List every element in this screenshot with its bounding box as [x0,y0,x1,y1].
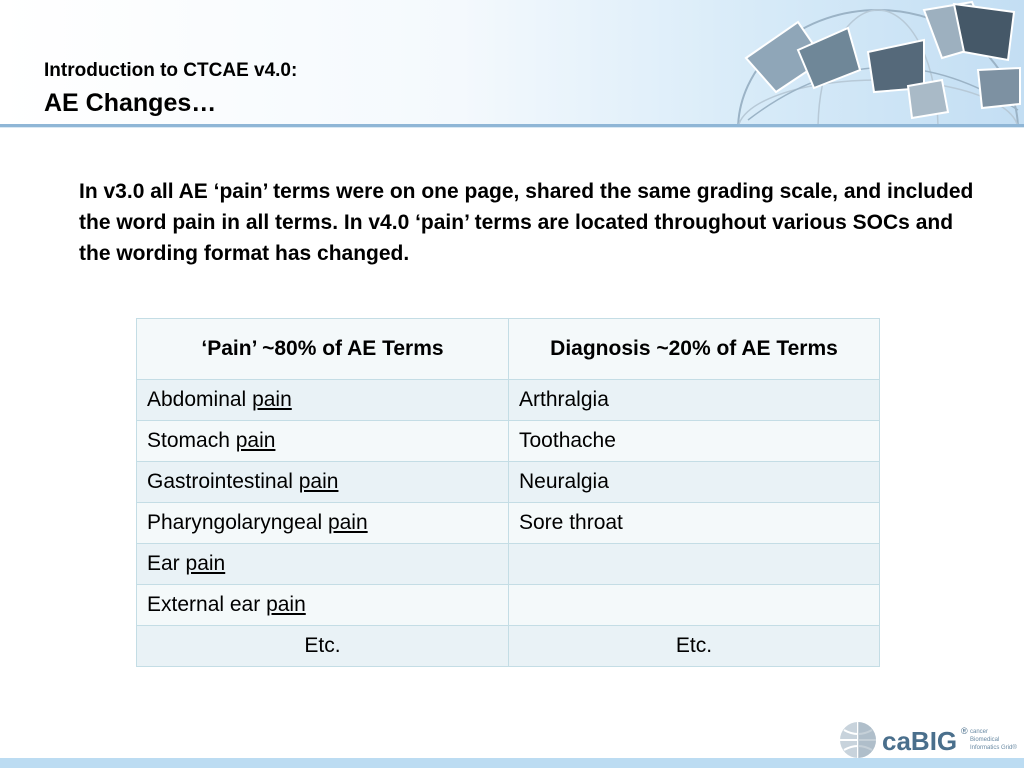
intro-paragraph: In v3.0 all AE ‘pain’ terms were on one page, shared the same grading scale, and included the word pain in all terms. In v4.0 ‘pain’ terms are located throughout various SOCs and the wording format has changed. [79,180,974,265]
diagnosis-term-cell: Toothache [509,421,880,462]
pain-term-word: pain [252,388,292,411]
pain-term-prefix: Abdominal [147,388,253,411]
pain-term-prefix: External ear [147,593,267,616]
slide-title: AE Changes… [44,89,217,117]
globe-logo-icon [838,720,878,760]
pain-term-word: pain [185,552,226,575]
logo-registered-mark: ® [961,726,968,736]
pain-term-cell [137,462,509,503]
diagnosis-term-cell: Arthralgia [509,380,880,421]
pain-term-prefix: Ear [147,552,186,575]
table-row [137,544,880,585]
pain-column-header: ‘Pain’ ~80% of AE Terms [137,319,509,380]
diagnosis-term-cell: Sore throat [509,503,880,544]
diagnosis-etc-cell: Etc. [509,626,880,667]
pain-term-cell [137,585,509,626]
pain-etc-cell: Etc. [137,626,509,667]
pain-term-cell [137,421,509,462]
diagnosis-term-cell [509,544,880,585]
table-row [137,462,880,503]
pain-term-word: pain [235,429,276,452]
pain-term-prefix: Gastrointestinal [147,470,299,493]
table-row [137,503,880,544]
slide-subtitle: Introduction to CTCAE v4.0: [44,60,298,81]
header-rule-highlight [0,127,1024,128]
diagnosis-term-cell: Neuralgia [509,462,880,503]
table-row [137,380,880,421]
logo-tagline: cancer Biomedical Informatics Grid® [970,729,1017,751]
table-row [137,585,880,626]
cabig-logo [838,720,1018,760]
pain-term-prefix: Pharyngolaryngeal [147,511,328,534]
pain-term-cell [137,544,509,585]
pain-term-word: pain [266,593,306,616]
pain-term-cell [137,380,509,421]
diagnosis-column-header: Diagnosis ~20% of AE Terms [509,319,880,380]
logo-wordmark: caBIG [882,726,958,756]
pain-term-cell [137,503,509,544]
globe-photo-collage-graphic [728,0,1024,124]
table-footer-row [137,626,880,667]
ae-terms-table [136,318,880,667]
pain-term-prefix: Stomach [147,429,236,452]
table-header-row [137,319,880,380]
table-row [137,421,880,462]
pain-term-word: pain [298,470,339,493]
diagnosis-term-cell [509,585,880,626]
pain-term-word: pain [327,511,368,534]
